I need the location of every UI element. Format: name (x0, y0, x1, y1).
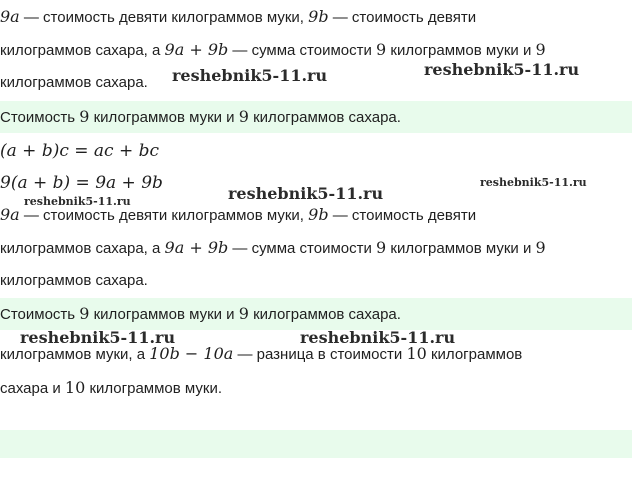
number: 9 (376, 40, 387, 59)
number: 9 (238, 304, 249, 323)
formula-applied: 9(a + b) = 9a + 9b (0, 173, 163, 193)
text: — стоимость девяти килограммов муки, (19, 9, 309, 26)
empty-answer-band (0, 430, 632, 458)
answer-2 (0, 303, 401, 326)
paragraph-2-line-3 (0, 270, 148, 292)
text: Стоимость (0, 109, 80, 126)
number: 9 (79, 304, 90, 323)
math-difference: 10b − 10a (149, 344, 234, 363)
text: килограммов муки и (386, 42, 536, 59)
number: 10 (406, 344, 427, 363)
number: 9 (535, 40, 546, 59)
text: — разница в стоимости (233, 346, 407, 363)
watermark: reshebnik5-11.ru (424, 60, 580, 79)
paragraph-1-line-2 (0, 39, 546, 62)
watermark: reshebnik5-11.ru (24, 195, 131, 208)
paragraph-2-line-2 (0, 237, 546, 260)
watermark: reshebnik5-11.ru (300, 328, 456, 347)
number: 9 (535, 238, 546, 257)
math-9b: 9b (308, 205, 329, 224)
text: килограммов муки. (85, 380, 223, 397)
formula-distributive: (a + b)c = ac + bc (0, 141, 160, 161)
number: 9 (376, 238, 387, 257)
number: 10 (64, 378, 86, 397)
paragraph-1-line-3 (0, 72, 148, 94)
text: — стоимость девяти (328, 207, 477, 224)
watermark: reshebnik5-11.ru (172, 66, 328, 85)
text: килограммов сахара, а (0, 240, 165, 257)
watermark: reshebnik5-11.ru (228, 184, 384, 203)
answer-1 (0, 106, 401, 129)
text: килограммов сахара. (0, 74, 148, 91)
paragraph-1-line-1 (0, 6, 476, 29)
watermark: reshebnik5-11.ru (480, 176, 587, 189)
text: Стоимость (0, 306, 80, 323)
text: — стоимость девяти (328, 9, 477, 26)
math-9a: 9a (0, 7, 20, 26)
text: килограммов (426, 346, 523, 363)
text: килограммов сахара. (248, 109, 401, 126)
paragraph-3-line-2 (0, 377, 222, 400)
math-sum: 9a + 9b (164, 40, 229, 59)
number: 9 (238, 107, 249, 126)
text: килограммов сахара. (0, 272, 148, 289)
watermark: reshebnik5-11.ru (20, 328, 176, 347)
math-sum: 9a + 9b (164, 238, 229, 257)
text: килограммов муки и (386, 240, 536, 257)
text: килограммов сахара, а (0, 42, 165, 59)
text: килограммов муки, а (0, 346, 150, 363)
number: 9 (79, 107, 90, 126)
text: сахара и (0, 380, 65, 397)
text: килограммов муки и (89, 306, 239, 323)
text: — сумма стоимости (228, 240, 377, 257)
math-9a: 9a (0, 205, 20, 224)
text: килограммов муки и (89, 109, 239, 126)
math-9b: 9b (308, 7, 329, 26)
text: — стоимость девяти килограммов муки, (19, 207, 309, 224)
text: — сумма стоимости (228, 42, 377, 59)
text: килограммов сахара. (248, 306, 401, 323)
